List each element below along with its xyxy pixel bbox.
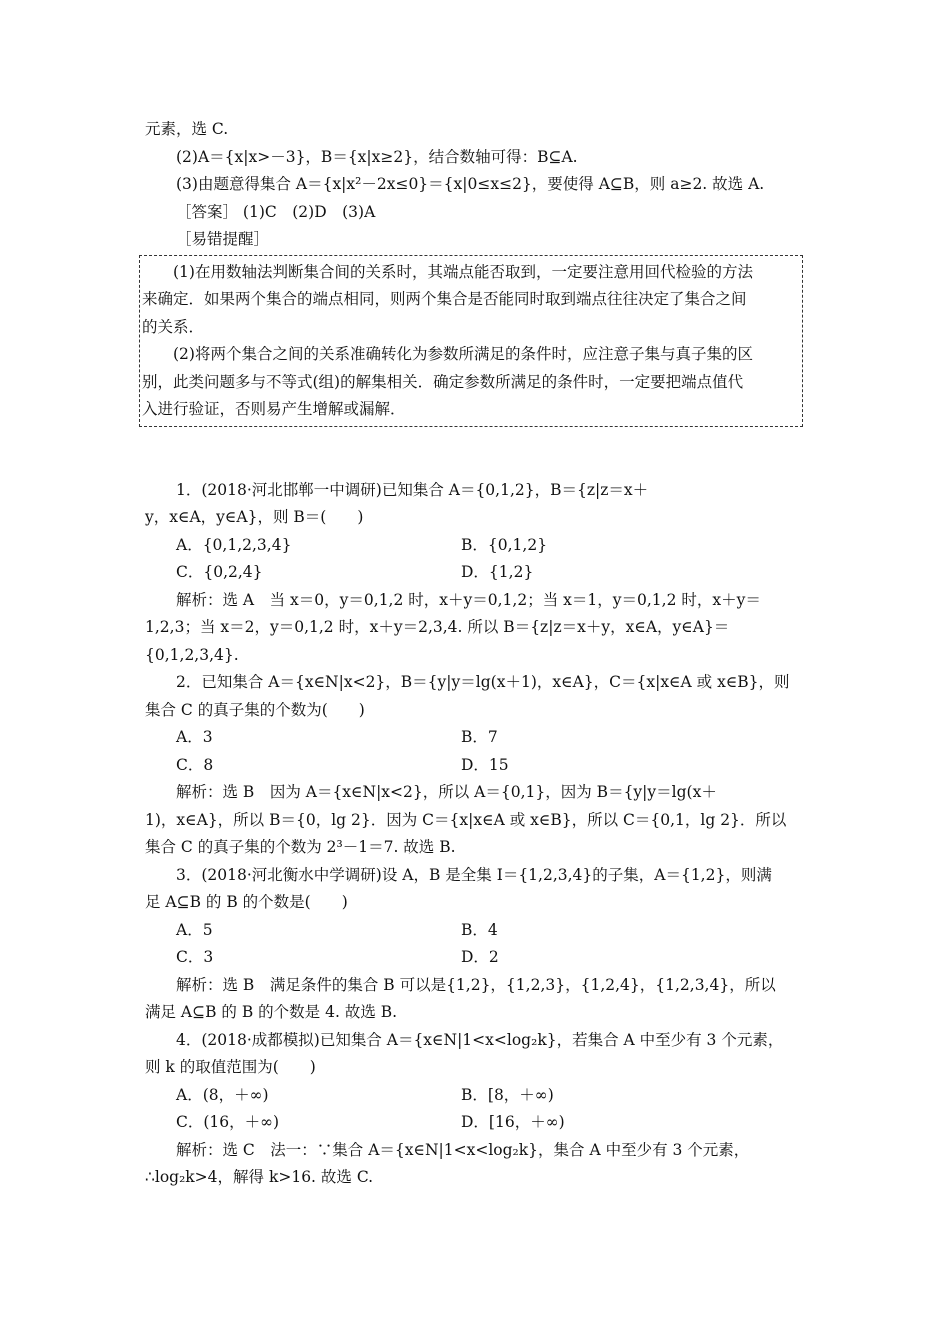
solution-line: 解析：选 B 满足条件的集合 B 可以是{1,2}，{1,2,3}，{1,2,4}，{1,2,3,4}，所以 xyxy=(176,975,776,994)
option-c: C．{0,2,4} xyxy=(176,563,263,581)
solution-line: ∴log₂k>4，解得 k>16. 故选 C. xyxy=(145,1168,374,1186)
question-stem: 4．(2018·成都模拟)已知集合 A＝{x∈N|1<x<log₂k}，若集合 A 中至少有 3 个元素， xyxy=(176,1030,784,1049)
solution-line: 满足 A⊆B 的 B 的个数是 4. 故选 B. xyxy=(145,1003,398,1021)
tip-line: 别，此类问题多与不等式(组)的解集相关．确定参数所满足的条件时，一定要把端点值代 xyxy=(142,372,744,391)
option-d: D．2 xyxy=(461,948,499,966)
question-stem: 则 k 的取值范围为( ) xyxy=(145,1058,316,1076)
tip-heading: ［易错提醒］ xyxy=(176,230,270,248)
question-2 xyxy=(145,669,815,862)
text-line: (2)A＝{x|x>－3}，B＝{x|x≥2}，结合数轴可得：B⊆A. xyxy=(176,147,578,166)
question-stem: 2．已知集合 A＝{x∈N|x<2}，B＝{y|y＝lg(x＋1)，x∈A}，C＝{x|x∈A 或 x∈B}，则 xyxy=(176,673,790,691)
text-line: (3)由题意得集合 A＝{x|x²－2x≤0}＝{x|0≤x≤2}，要使得 A⊆B，则 a≥2. 故选 A. xyxy=(176,175,765,193)
tip-line: 入进行验证，否则易产生增解或漏解． xyxy=(142,400,406,418)
option-c: C．8 xyxy=(176,755,214,774)
option-b: B．{0,1,2} xyxy=(461,535,548,554)
option-row xyxy=(145,1082,815,1110)
option-b: B．4 xyxy=(461,920,498,939)
tip-line: (2)将两个集合之间的关系准确转化为参数所满足的条件时，应注意子集与真子集的区 xyxy=(173,345,753,363)
option-row xyxy=(145,532,815,560)
option-d: D．15 xyxy=(461,755,509,774)
answer-line: ［答案］ (1)C (2)D (3)A xyxy=(176,202,376,221)
question-3 xyxy=(145,862,815,1027)
solution-line: 解析：选 C 法一：∵集合 A＝{x∈N|1<x<log₂k}，集合 A 中至少有 3 个元素， xyxy=(176,1140,750,1159)
option-a: A．3 xyxy=(176,728,213,746)
option-a: A．{0,1,2,3,4} xyxy=(176,535,292,554)
text-line: 元素，选 C. xyxy=(145,120,229,138)
question-stem: 3．(2018·河北衡水中学调研)设 A，B 是全集 I＝{1,2,3,4}的子集，A＝{1,2}，则满 xyxy=(176,865,772,884)
option-b: B．[8，＋∞) xyxy=(461,1085,554,1104)
tip-line: 来确定．如果两个集合的端点相同，则两个集合是否能同时取到端点往往决定了集合之间 xyxy=(142,290,747,308)
solution-line: 集合 C 的真子集的个数为 2³－1＝7. 故选 B. xyxy=(145,838,456,856)
option-row xyxy=(145,752,815,780)
option-c: C．3 xyxy=(176,948,214,966)
option-d: D．[16，＋∞) xyxy=(461,1113,565,1131)
option-a: A．(8，＋∞) xyxy=(176,1085,269,1104)
question-stem: 足 A⊆B 的 B 的个数是( ) xyxy=(145,893,348,911)
option-row xyxy=(145,1109,815,1137)
option-row xyxy=(145,917,815,945)
spacer xyxy=(145,427,815,477)
document-page xyxy=(142,116,815,1192)
question-stem: 集合 C 的真子集的个数为( ) xyxy=(145,700,365,719)
solution-line: 1)，x∈A}，所以 B＝{0，lg 2}．因为 C＝{x|x∈A 或 x∈B}，所以 C＝{0,1，lg 2}．所以 xyxy=(145,810,787,829)
option-row xyxy=(145,944,815,972)
solution-line: 1,2,3；当 x＝2，y＝0,1,2 时，x＋y＝2,3,4. 所以 B＝{z|z＝x＋y，x∈A，y∈A}＝ xyxy=(145,618,730,636)
option-a: A．5 xyxy=(176,920,213,939)
option-row xyxy=(145,724,815,752)
option-c: C．(16，＋∞) xyxy=(176,1113,280,1131)
option-row xyxy=(145,559,815,587)
solution-line: 解析：选 A 当 x＝0，y＝0,1,2 时，x＋y＝0,1,2；当 x＝1，y＝0,1,2 时，x＋y＝ xyxy=(176,590,761,609)
option-d: D．{1,2} xyxy=(461,563,534,581)
solution-line: {0,1,2,3,4}. xyxy=(145,645,239,664)
error-tip-box xyxy=(139,255,803,427)
question-4 xyxy=(145,1027,815,1192)
solution-line: 解析：选 B 因为 A＝{x∈N|x<2}，所以 A＝{0,1}，因为 B＝{y|y＝lg(x＋ xyxy=(176,783,717,801)
tip-line: 的关系． xyxy=(142,317,205,336)
tip-line: (1)在用数轴法判断集合间的关系时，其端点能否取到，一定要注意用回代检验的方法 xyxy=(173,262,753,281)
question-stem: 1．(2018·河北邯郸一中调研)已知集合 A＝{0,1,2}，B＝{z|z＝x＋ xyxy=(176,480,649,499)
question-stem: y，x∈A，y∈A}，则 B＝( ) xyxy=(145,508,364,526)
question-1 xyxy=(145,477,815,670)
option-b: B．7 xyxy=(461,728,498,746)
